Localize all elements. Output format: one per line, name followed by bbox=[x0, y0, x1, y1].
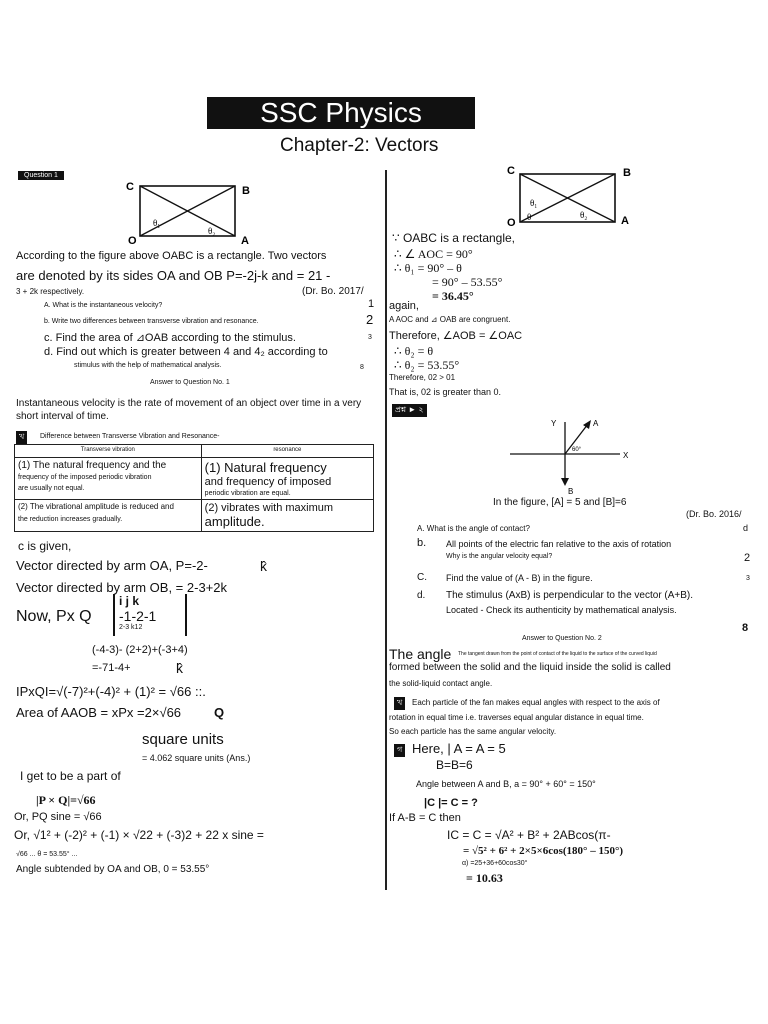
question-1-tag: Question 1 bbox=[18, 171, 64, 180]
fan-line-3: So each particle has the same angular velocity. bbox=[389, 727, 557, 736]
answer-b-tag-right: খ bbox=[394, 697, 405, 710]
question-2b-letter: b. bbox=[417, 537, 427, 549]
answer-c-tag: গ bbox=[394, 744, 405, 757]
table-cell bbox=[15, 500, 202, 532]
source-citation: (Dr. Bo. 2017/ bbox=[302, 286, 364, 297]
fig-label-a: A bbox=[241, 235, 249, 247]
question-2c-letter: C. bbox=[417, 572, 427, 583]
therefore-line: Therefore, ∠AOB = ∠OAC bbox=[389, 330, 523, 342]
fig-theta2: θ₂ bbox=[208, 226, 216, 236]
table-header-transverse: Transverse vibration bbox=[15, 445, 202, 458]
square-units: square units bbox=[142, 731, 224, 748]
fig-theta1: θ₁ bbox=[530, 198, 538, 208]
fan-line-1: Each particle of the fan makes equal angles with respect to the axis of bbox=[412, 698, 660, 707]
theta-result-small: √66 ... θ = 53.55° ... bbox=[16, 851, 78, 858]
chapter-subtitle: Chapter-2: Vectors bbox=[280, 135, 439, 156]
question-d-mark: 8 bbox=[360, 364, 364, 371]
aoc-angle: ∴ ∠ AOC = 90° bbox=[394, 247, 473, 261]
cell-text: (1) The natural frequency and the bbox=[18, 460, 167, 471]
cross-product-label: Now, Px Q bbox=[16, 608, 92, 625]
vector-b-label: B bbox=[568, 487, 574, 494]
page-title: SSC Physics bbox=[207, 97, 475, 129]
axis-label-x: X bbox=[623, 451, 629, 460]
matrix-row-2: -1-2-1 bbox=[119, 608, 157, 624]
question-b: b. Write two differences between transverse vibration and resonance. bbox=[44, 318, 259, 325]
b-equals-line: B=B=6 bbox=[436, 758, 473, 772]
cell-text: and frequency of imposed bbox=[204, 476, 332, 488]
angle-subtended: Angle subtended by OA and OB, 0 = 53.55° bbox=[16, 864, 210, 875]
angle-between-ab: Angle between A and B, a = 90° + 60° = 150° bbox=[416, 779, 596, 789]
question-a-mark: 1 bbox=[368, 298, 375, 310]
expansion-step-1: (-4-3)- (2+2)+(-3+4) bbox=[92, 644, 188, 656]
q-vector-symbol: Q bbox=[214, 705, 225, 720]
fig-theta2: θ₂ bbox=[580, 210, 588, 220]
alpha-substitution: α) =25+36+60cos30° bbox=[462, 860, 528, 867]
area-answer: = 4.062 square units (Ans.) bbox=[142, 753, 251, 763]
oabc-rectangle: ∵ OABC is a rectangle, bbox=[392, 231, 516, 245]
question-2a-mark: d bbox=[743, 523, 749, 533]
theta1-step-2: = 90° – 53.55° bbox=[432, 275, 503, 289]
pxq-magnitude: |P × Q|=√66 bbox=[36, 793, 96, 807]
matrix-row-1: i j k bbox=[119, 594, 140, 608]
question-2b-mark: 2 bbox=[744, 552, 751, 564]
vector-b-arrowhead bbox=[561, 478, 569, 486]
angle-definition-line-2: formed between the solid and the liquid inside the solid is called bbox=[389, 662, 671, 673]
intro-line-1: According to the figure above OABC is a rectangle. Two vectors bbox=[16, 250, 327, 262]
fig-theta1: θ₁ bbox=[153, 218, 161, 228]
cell-text: the reduction increases gradually. bbox=[18, 516, 123, 523]
greater-conclusion: That is, 02 is greater than 0. bbox=[389, 387, 502, 397]
fig-theta: θ bbox=[527, 212, 532, 222]
figure-given: In the figure, [A] = 5 and [B]=6 bbox=[493, 497, 627, 508]
fig-label-o: O bbox=[128, 235, 137, 247]
expansion-step-2: =-71-4+ bbox=[92, 662, 131, 674]
question-2d-mark: 8 bbox=[742, 622, 749, 634]
answer-a-line-1: Instantaneous velocity is the rate of movement of an object over time in a very bbox=[16, 398, 362, 409]
angle-definition-small: The tangent drawn from the point of contact of the liquid to the surface of the curved liquid bbox=[458, 651, 657, 657]
vector-a-arrowhead bbox=[583, 420, 591, 429]
question-2d-letter: d. bbox=[417, 590, 426, 601]
here-line: Here, | A = A = 5 bbox=[412, 741, 506, 756]
if-line: If A-B = C then bbox=[389, 812, 461, 824]
expanded-sine-line: Or, √1² + (-2)² + (-1) × √22 + (-3)2 + 22 x sine = bbox=[14, 828, 264, 842]
axis-label-y: Y bbox=[551, 419, 557, 428]
fig-label-o: O bbox=[507, 217, 516, 229]
theta1-step-3: = 36.45° bbox=[432, 289, 474, 303]
answer-1-heading: Answer to Question No. 1 bbox=[150, 379, 230, 386]
fig-label-b: B bbox=[242, 185, 250, 197]
question-2c-mark: 3 bbox=[746, 575, 750, 582]
rectangle-figure-right bbox=[495, 160, 645, 230]
ic-formula: IC = C = √A² + B² + 2ABcos(π- bbox=[447, 828, 611, 842]
table-header-resonance: resonance bbox=[201, 445, 373, 458]
cell-text: (2) vibrates with maximum bbox=[204, 502, 334, 514]
k-hat-symbol: k̂ bbox=[260, 558, 267, 574]
fig-label-c: C bbox=[126, 181, 134, 193]
theta2-step-2: ∴ θ₂ = 53.55° bbox=[394, 358, 460, 372]
again: again, bbox=[389, 300, 419, 312]
theta1-step-1: ∴ θ₁ = 90° – θ bbox=[394, 261, 462, 275]
area-line: Area of AAOB = xPx =2×√66 bbox=[16, 705, 182, 720]
question-2b: All points of the electric fan relative to the axis of rotation bbox=[446, 539, 672, 549]
cell-text: (2) The vibrational amplitude is reduced and bbox=[18, 502, 174, 511]
question-2-tag: প্রশ্ন ► ২ bbox=[392, 404, 427, 417]
magnitude-line: IPxQI=√(-7)²+(-4)² + (1)² = √66 ::. bbox=[16, 684, 206, 699]
vector-axes-figure bbox=[505, 414, 645, 494]
question-b-mark: 2 bbox=[366, 312, 374, 327]
cell-text: frequency of the imposed periodic vibration bbox=[18, 474, 152, 481]
column-divider bbox=[385, 170, 387, 890]
question-2d: The stimulus (AxB) is perpendicular to the vector (A+B). bbox=[446, 590, 694, 601]
matrix-row-3: 2-3 k12 bbox=[119, 624, 143, 631]
angle-definition-big: The angle bbox=[389, 646, 452, 662]
congruent-line: A AOC and ⊿ OAB are congruent. bbox=[389, 315, 511, 324]
angle-label: 60° bbox=[572, 447, 582, 453]
vector-oa: Vector directed by arm OA, P=-2- bbox=[16, 558, 208, 573]
question-c: c. Find the area of ⊿OAB according to the stimulus. bbox=[44, 332, 296, 344]
question-2d-continued: Located - Check its authenticity by mathematical analysis. bbox=[446, 605, 677, 615]
table-row bbox=[15, 500, 374, 532]
comparison-table bbox=[14, 444, 374, 532]
answer-b-tag: খ bbox=[16, 431, 27, 444]
table-row bbox=[15, 458, 374, 500]
intro-line-2: are denoted by its sides OA and OB P=-2j-k and = 21 - bbox=[16, 268, 331, 283]
rectangle-figure-left bbox=[120, 178, 260, 248]
question-d: d. Find out which is greater between 4 and 4₂ according to bbox=[44, 346, 328, 358]
final-result: = 10.63 bbox=[466, 871, 503, 885]
c-given: c is given, bbox=[18, 539, 72, 553]
sqrt-substitution: = √5² + 6² + 2×5×6cos(180° – 150°) bbox=[463, 845, 624, 857]
answer-a-line-2: short interval of time. bbox=[16, 411, 109, 422]
fan-line-2: rotation in equal time i.e. traverses equal angular distance in equal time. bbox=[389, 713, 644, 722]
fig-label-c: C bbox=[507, 165, 515, 177]
cell-text: amplitude. bbox=[204, 514, 265, 529]
answer-b-heading: Difference between Transverse Vibration and Resonance- bbox=[40, 433, 220, 440]
table-cell bbox=[201, 458, 373, 500]
table-cell bbox=[15, 458, 202, 500]
question-2b-continued: Why is the angular velocity equal? bbox=[446, 553, 553, 560]
question-2a: A. What is the angle of contact? bbox=[417, 524, 530, 533]
theta2-step-1: ∴ θ₂ = θ bbox=[394, 344, 434, 358]
vector-ob: Vector directed by arm OB, = 2-3+2k bbox=[16, 580, 227, 595]
angle-definition-line-3: the solid-liquid contact angle. bbox=[389, 679, 493, 688]
cell-text: are usually not equal. bbox=[18, 485, 85, 492]
table-header-row bbox=[15, 445, 374, 458]
answer-2-heading: Answer to Question No. 2 bbox=[522, 635, 602, 642]
source-citation-2: (Dr. Bo. 2016/ bbox=[686, 509, 742, 519]
vector-a-label: A bbox=[593, 419, 599, 428]
intro-line-3: 3 + 2k respectively. bbox=[16, 287, 85, 296]
question-c-mark: 3 bbox=[368, 334, 372, 341]
determinant-bracket bbox=[113, 594, 187, 636]
c-unknown: |C |= C = ? bbox=[424, 797, 478, 809]
fig-label-b: B bbox=[623, 167, 631, 179]
question-a: A. What is the instantaneous velocity? bbox=[44, 302, 163, 309]
question-d-continued: stimulus with the help of mathematical analysis. bbox=[74, 362, 222, 369]
pq-sine-line: Or, PQ sine = √66 bbox=[14, 811, 102, 823]
k-hat-symbol: k̂ bbox=[176, 660, 183, 676]
cell-text: (1) Natural frequency bbox=[204, 460, 327, 475]
part-line: I get to be a part of bbox=[20, 769, 121, 783]
therefore-compare: Therefore, 02 > 01 bbox=[389, 373, 456, 382]
cell-text: periodic vibration are equal. bbox=[204, 490, 291, 497]
question-2c: Find the value of (A - B) in the figure. bbox=[446, 573, 593, 583]
fig-label-a: A bbox=[621, 215, 629, 227]
table-cell bbox=[201, 500, 373, 532]
